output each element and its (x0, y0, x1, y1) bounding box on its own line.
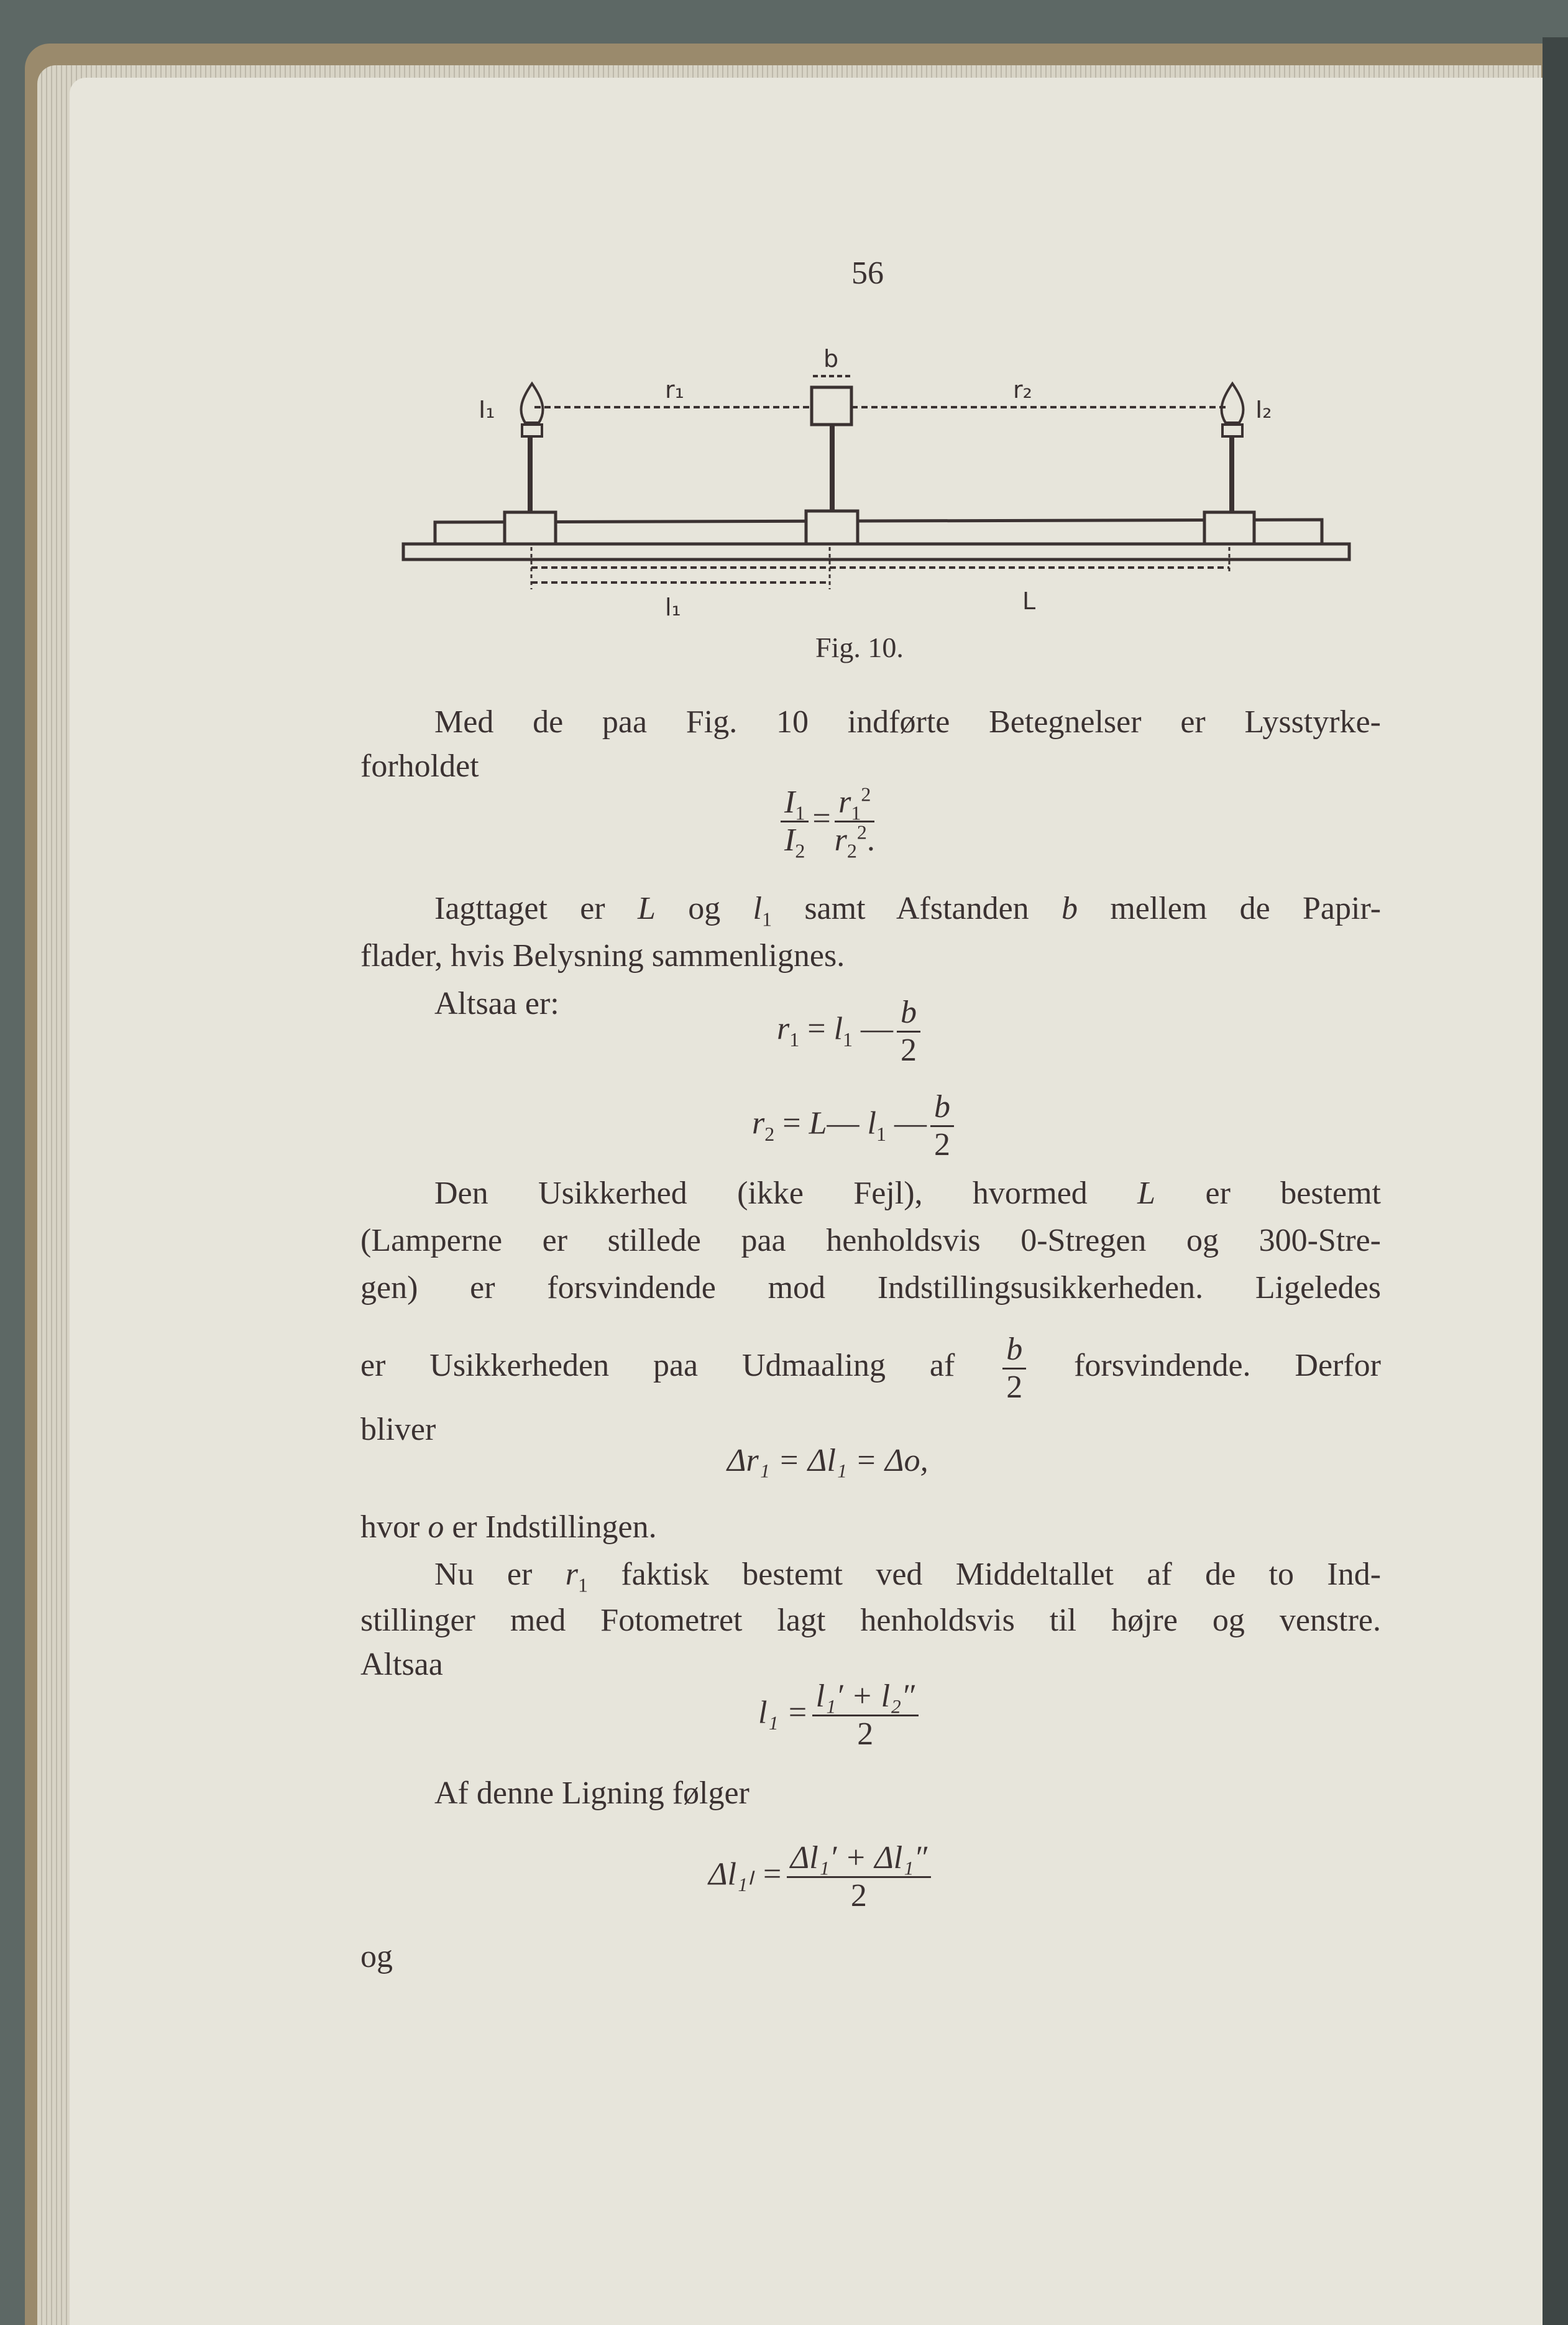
label-I1: I₁ (479, 396, 495, 423)
lamp2-flame-icon (1222, 384, 1244, 423)
text-line: er Usikkerheden paa Udmaaling af $\frac{b}{2}$ forsvindende. Derfor (360, 1331, 1381, 1405)
text-line: Den Usikkerhed (ikke Fejl), hvormed L er bestemt (434, 1176, 1382, 1211)
page-number: 56 (851, 256, 884, 291)
figure-caption: Fig. 10. (815, 632, 904, 663)
label-I2: I₂ (1255, 396, 1272, 423)
text-line: Iagttaget er L og $l_1$ samt Afstanden b mellem de Papir- (434, 891, 1382, 931)
text-line: flader, hvis Belysning sammenlignes. (360, 938, 845, 974)
text-line: hvor o er Indstillingen. (360, 1509, 657, 1545)
text-line: Altsaa er: (434, 986, 559, 1021)
text-line: Altsaa (360, 1647, 443, 1682)
text-line: (Lamperne er stillede paa henholdsvis 0-Stregen og 300-Stre- (360, 1223, 1381, 1258)
equation-r1: $r_1 = l_1$ — $\frac{b}{2}$ (777, 995, 924, 1069)
screen-block (806, 511, 858, 544)
text-line: og (360, 1939, 393, 1974)
photometer-screen (812, 387, 851, 425)
equation-intensity-ratio: $\frac{I_1}{I_2}$ = $\frac{r_1^2}{r_2^2.}$ (777, 785, 879, 859)
label-b: b (823, 345, 839, 372)
label-l1: l₁ (665, 594, 681, 621)
rail (403, 544, 1349, 559)
lamp1-block (505, 512, 556, 544)
equation-delta: Δr₁ = Δl₁ = Δo, (727, 1443, 928, 1478)
label-r2: r₂ (1013, 376, 1032, 403)
text-line: Med de paa Fig. 10 indførte Betegnelser er Lysstyrke- (434, 704, 1381, 740)
label-L: L (1022, 587, 1036, 615)
label-r1: r₁ (665, 376, 684, 403)
equation-delta-l1-mean: Δl₁ₗ = $\frac{\text{Δl₁′ + Δl₁″}}{2}$ (708, 1840, 935, 1914)
equation-r2: $r_2$ = L— $l_1$ — $\frac{b}{2}$ (752, 1089, 958, 1163)
text-line: stillinger med Fotometret lagt henholdsvis til højre og venstre. (360, 1603, 1381, 1638)
text-line: Nu er $r_1$ faktisk bestemt ved Middeltallet af de to Ind- (434, 1557, 1382, 1596)
lamp1-holder (522, 425, 542, 436)
text-line: bliver (360, 1412, 436, 1447)
equation-l1-mean: l₁ = $\frac{\text{l₁′ + l₂″}}{2}$ (758, 1678, 922, 1752)
upper-bar (435, 520, 1322, 544)
figure-10-diagram (0, 0, 1568, 684)
text-line: Af denne Ligning følger (434, 1775, 750, 1811)
lamp1-flame-icon (521, 384, 543, 423)
lamp2-holder (1222, 425, 1242, 436)
lamp2-block (1204, 512, 1254, 544)
text-line: gen) er forsvindende mod Indstillingsusikkerheden. Ligeledes (360, 1270, 1381, 1305)
text-line: forholdet (360, 748, 479, 784)
